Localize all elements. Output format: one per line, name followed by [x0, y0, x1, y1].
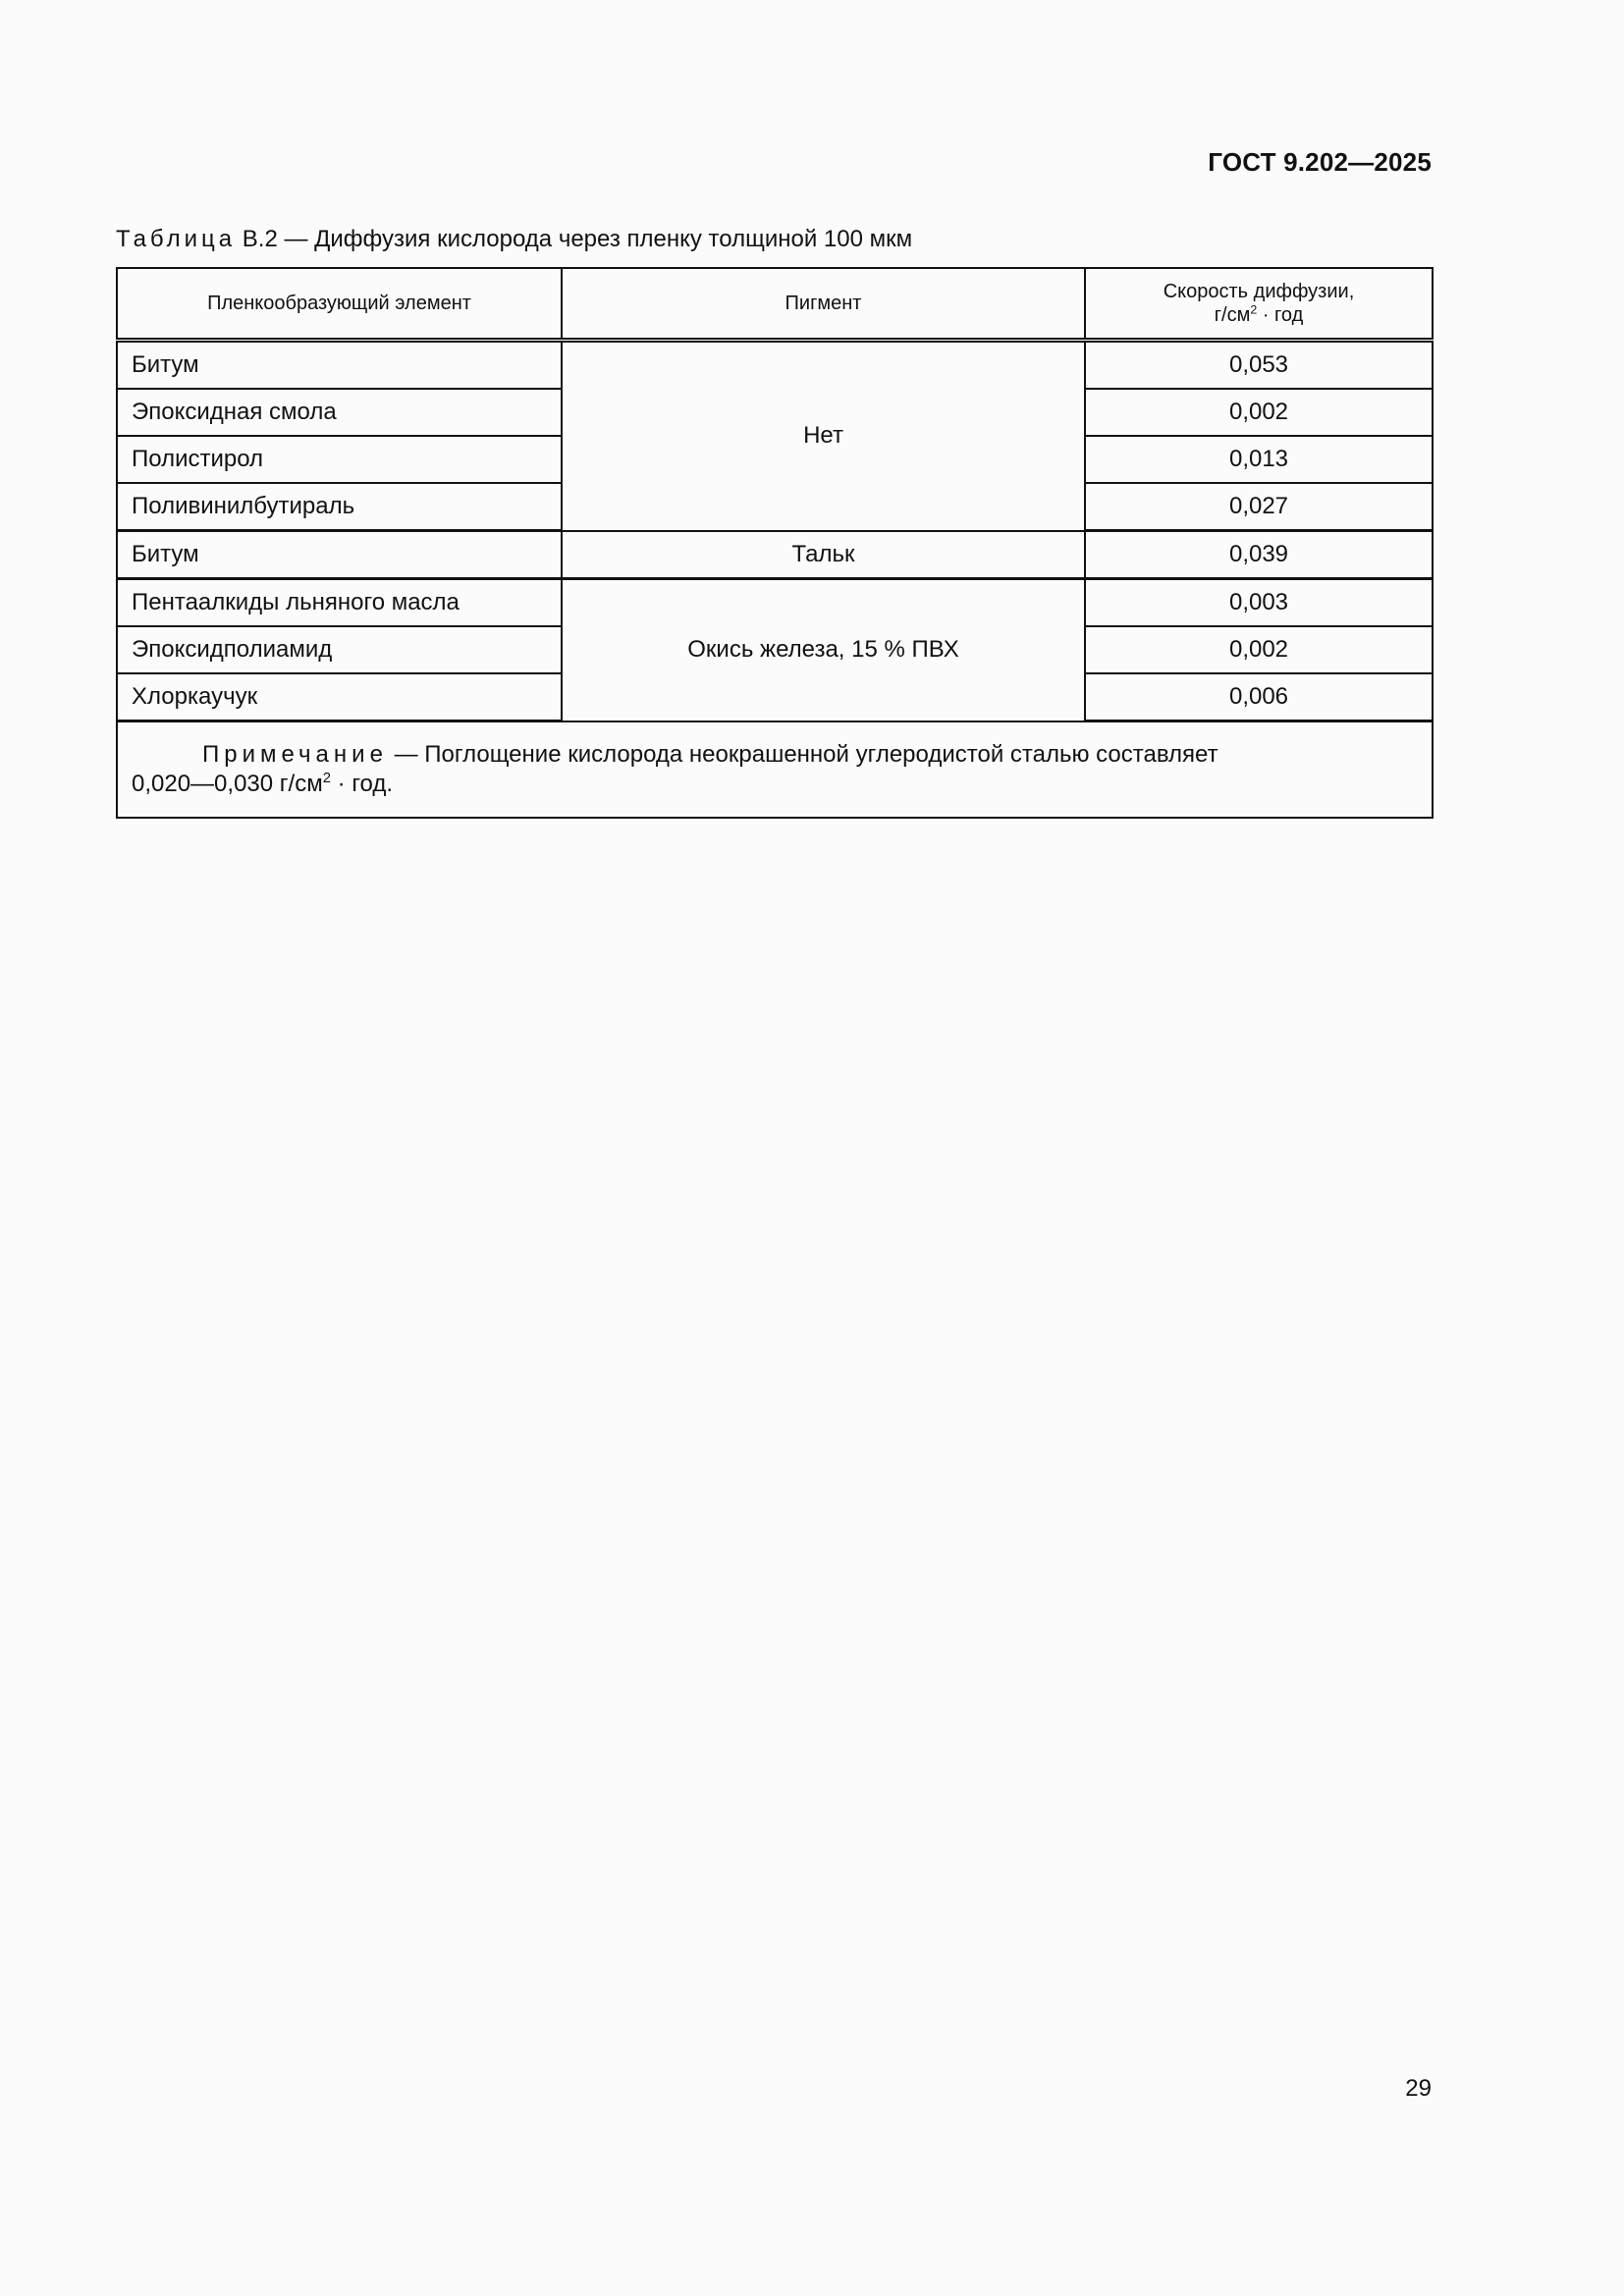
- table-caption: [116, 226, 912, 253]
- table-caption-text: В.2 — Диффузия кислорода через пленку толщиной 100 мкм: [242, 226, 913, 252]
- cell-pigment-group-talc: Тальк: [562, 531, 1085, 579]
- cell-film-element: Эпоксидная смола: [117, 389, 562, 436]
- table-caption-label: Таблица: [116, 226, 237, 252]
- cell-film-element: Полистирол: [117, 436, 562, 483]
- cell-film-element: Хлоркаучук: [117, 673, 562, 721]
- header-diffusion-rate-title: Скорость диффузии,: [1163, 281, 1355, 302]
- cell-diffusion-rate: 0,002: [1085, 389, 1433, 436]
- cell-film-element: Битум: [117, 341, 562, 390]
- page-number: 29: [1405, 2075, 1432, 2102]
- note-unit-exponent: 2: [322, 771, 331, 786]
- note-text-line1: — Поглощение кислорода неокрашенной углеродистой сталью составляет: [387, 741, 1218, 768]
- cell-diffusion-rate: 0,039: [1085, 531, 1433, 579]
- header-diffusion-rate-unit: [1215, 304, 1304, 326]
- cell-diffusion-rate: 0,002: [1085, 626, 1433, 673]
- table-header-row: [117, 268, 1433, 341]
- note-range: 0,020—0,030 г/см: [132, 771, 323, 797]
- cell-film-element: Эпоксидполиамид: [117, 626, 562, 673]
- note-unit-per-year: · год.: [331, 771, 394, 797]
- table-row: [117, 531, 1433, 579]
- unit-per-year: · год: [1257, 304, 1304, 326]
- cell-pigment-group-iron-oxide: Окись железа, 15 % ПВХ: [562, 579, 1085, 721]
- header-diffusion-rate: [1085, 268, 1433, 341]
- unit-exponent: 2: [1250, 302, 1258, 317]
- cell-film-element: Пентаалкиды льняного масла: [117, 579, 562, 627]
- table-note: [117, 721, 1433, 819]
- note-label: Примечание: [202, 741, 388, 768]
- cell-diffusion-rate: 0,006: [1085, 673, 1433, 721]
- table-note-row: [117, 721, 1433, 819]
- cell-diffusion-rate: 0,013: [1085, 436, 1433, 483]
- cell-pigment-group-none: Нет: [562, 341, 1085, 531]
- document-standard-id: ГОСТ 9.202—2025: [1208, 147, 1432, 177]
- cell-film-element: Поливинилбутираль: [117, 483, 562, 531]
- header-pigment: Пигмент: [562, 268, 1085, 341]
- cell-diffusion-rate: 0,053: [1085, 341, 1433, 390]
- unit-base: г/см: [1214, 304, 1251, 326]
- header-film-element: Пленкообразующий элемент: [117, 268, 562, 341]
- note-text-line2: [132, 771, 393, 797]
- cell-film-element: Битум: [117, 531, 562, 579]
- table-row: [117, 579, 1433, 627]
- cell-diffusion-rate: 0,003: [1085, 579, 1433, 627]
- cell-diffusion-rate: 0,027: [1085, 483, 1433, 531]
- table-row: [117, 341, 1433, 390]
- oxygen-diffusion-table: [116, 267, 1434, 819]
